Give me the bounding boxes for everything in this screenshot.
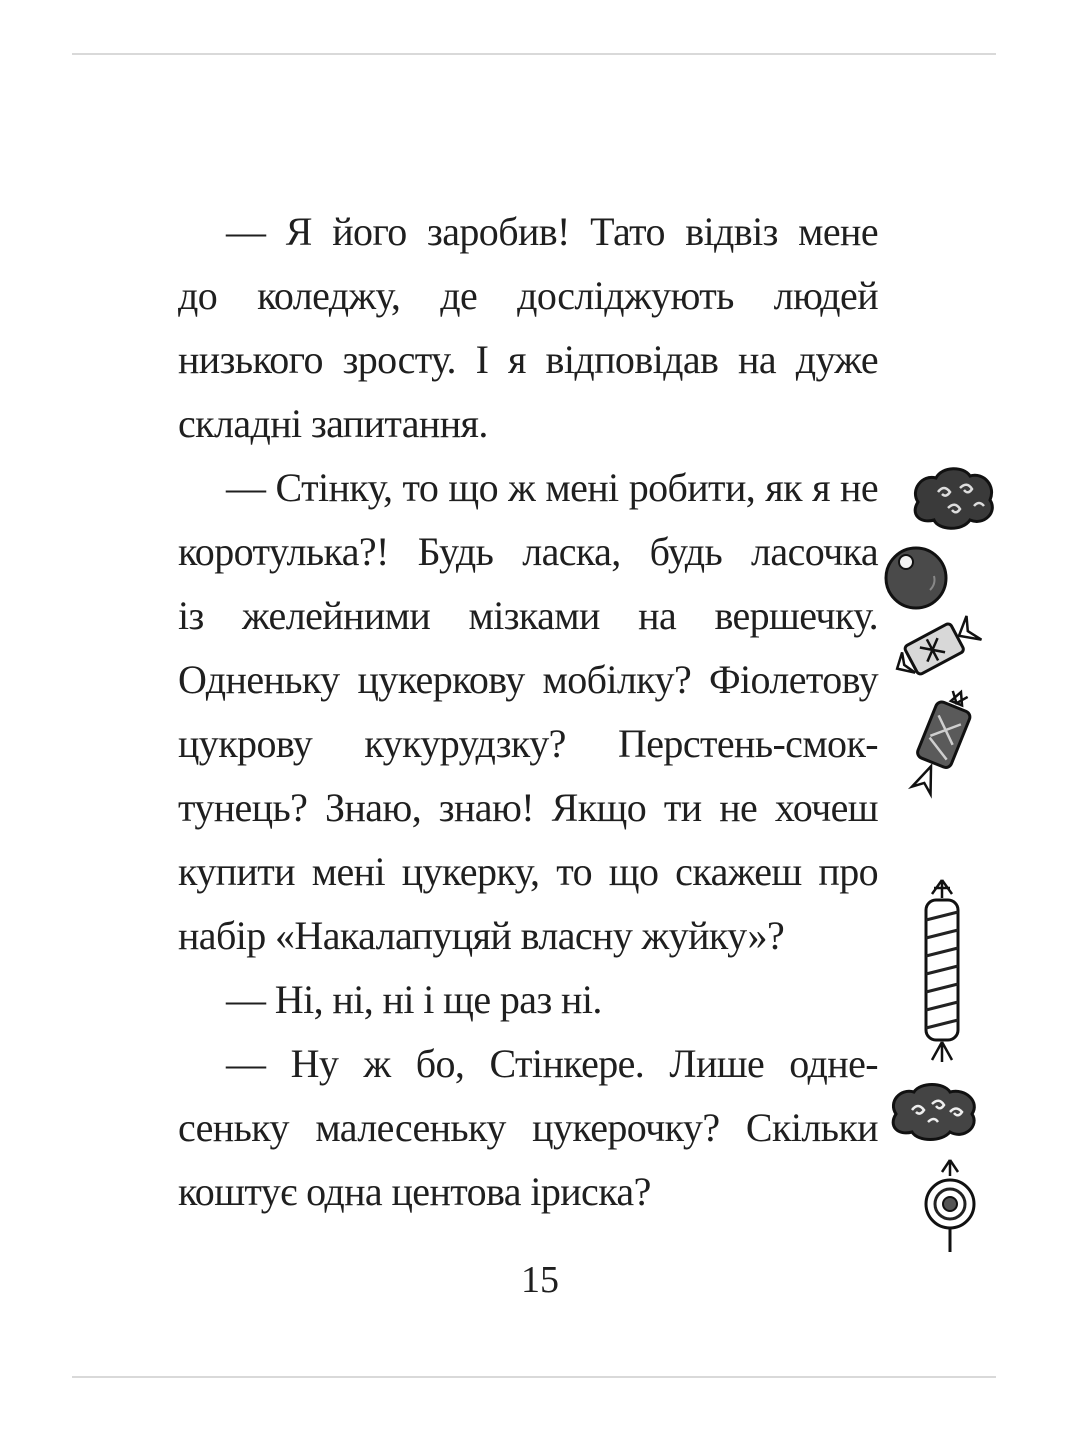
body-text [178,200,878,1224]
text-line: низького зросту. І я відповідав на дуже [178,337,878,382]
text-line: складні запитання. [178,401,488,446]
text-line: — Я його заробив! Тато відвіз мене [226,209,878,254]
candy-stick-icon [912,876,972,1066]
text-line: із желейними мізками на вершечку. [178,593,878,638]
text-line: набір «Накалапуцяй власну жуйку»? [178,913,785,958]
text-line: — Стінку, то що ж мені робити, як я не [226,465,878,510]
bottom-divider [72,1376,996,1378]
text-line: Одненьку цукеркову мобілку? Фіолетову [178,657,878,702]
text-line: до коледжу, де досліджують людей [178,273,878,318]
text-line: цукрову кукурудзку? Перстень-смок- [178,721,878,766]
swirl-candy-icon [908,462,998,534]
text-line: коротулька?! Будь ласка, будь ласочка [178,529,878,574]
text-line: — Ні, ні, ні і ще раз ні. [226,977,602,1022]
text-line: — Ну ж бо, Стінкере. Лише одне- [226,1041,878,1086]
text-line: купити мені цукерку, то що скажеш про [178,849,878,894]
text-line: тунець? Знаю, знаю! Якщо ти не хочеш [178,785,878,830]
lollipop-icon [920,1158,980,1254]
gumball-icon [880,540,952,612]
text-line: сеньку малесеньку цукерочку? Скільки [178,1105,878,1150]
text-line: коштує одна центова іриска? [178,1169,651,1214]
wrapped-candy-icon [886,604,986,692]
page-number: 15 [521,1259,559,1301]
wrapped-candy-icon [906,684,974,804]
top-divider [72,53,996,55]
swirl-candy-icon [888,1080,980,1142]
